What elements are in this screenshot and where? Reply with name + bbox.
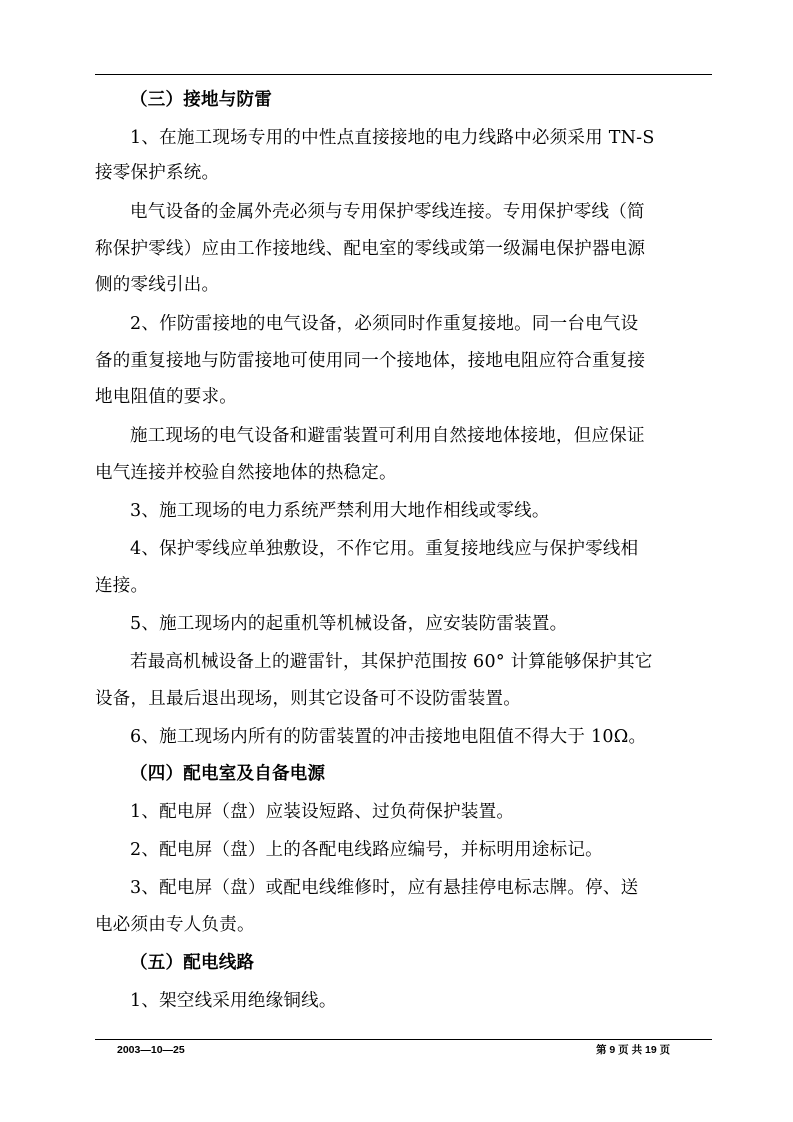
paragraph-line: 1、配电屏（盘）应装设短路、过负荷保护装置。 xyxy=(130,802,515,822)
paragraph-line: 2、配电屏（盘）上的各配电线路应编号，并标明用途标记。 xyxy=(130,840,603,860)
paragraph-line: 4、保护零线应单独敷设，不作它用。重复接地线应与保护零线相 xyxy=(130,539,639,559)
paragraph-line: 接零保护系统。 xyxy=(95,163,220,183)
paragraph-line: 2、作防雷接地的电气设备，必须同时作重复接地。同一台电气设 xyxy=(130,314,639,334)
paragraph-line: 3、配电屏（盘）或配电线维修时，应有悬挂停电标志牌。停、送 xyxy=(130,878,639,898)
paragraph-line: 3、施工现场的电力系统严禁利用大地作相线或零线。 xyxy=(130,501,550,521)
paragraph-line: 施工现场的电气设备和避雷装置可利用自然接地体接地，但应保证 xyxy=(130,426,645,446)
paragraph-line: 电必须由专人负责。 xyxy=(95,915,255,935)
paragraph-line: 电气连接并校验自然接地体的热稳定。 xyxy=(95,463,397,483)
paragraph-line: 连接。 xyxy=(95,576,149,596)
paragraph-line: 称保护零线）应由工作接地线、配电室的零线或第一级漏电保护器电源 xyxy=(95,239,646,259)
paragraph-line: 1、在施工现场专用的中性点直接接地的电力线路中必须采用 TN-S xyxy=(130,128,655,148)
footer-rule xyxy=(95,1039,712,1040)
section-heading-5: （五）配电线路 xyxy=(130,953,255,973)
footer-date: 2003—10—25 xyxy=(117,1044,185,1056)
paragraph-line: 5、施工现场内的起重机等机械设备，应安装防雷装置。 xyxy=(130,614,568,634)
paragraph-line: 6、施工现场内所有的防雷装置的冲击接地电阻值不得大于 10Ω。 xyxy=(130,727,647,747)
paragraph-line: 地电阻值的要求。 xyxy=(95,387,237,407)
paragraph-line: 设备，且最后退出现场，则其它设备可不设防雷装置。 xyxy=(95,689,521,709)
paragraph-line: 电气设备的金属外壳必须与专用保护零线连接。专用保护零线（简 xyxy=(130,202,645,222)
footer-page-number: 第 9 页 共 19 页 xyxy=(596,1044,671,1056)
header-rule xyxy=(95,74,712,75)
paragraph-line: 备的重复接地与防雷接地可使用同一个接地体，接地电阻应符合重复接 xyxy=(95,351,646,371)
section-heading-4: （四）配电室及自备电源 xyxy=(130,764,326,784)
paragraph-line: 若最高机械设备上的避雷针，其保护范围按 60° 计算能够保护其它 xyxy=(130,652,653,672)
section-heading-3: （三）接地与防雷 xyxy=(130,90,272,110)
paragraph-line: 1、架空线采用绝缘铜线。 xyxy=(130,991,337,1011)
paragraph-line: 侧的零线引出。 xyxy=(95,275,220,295)
